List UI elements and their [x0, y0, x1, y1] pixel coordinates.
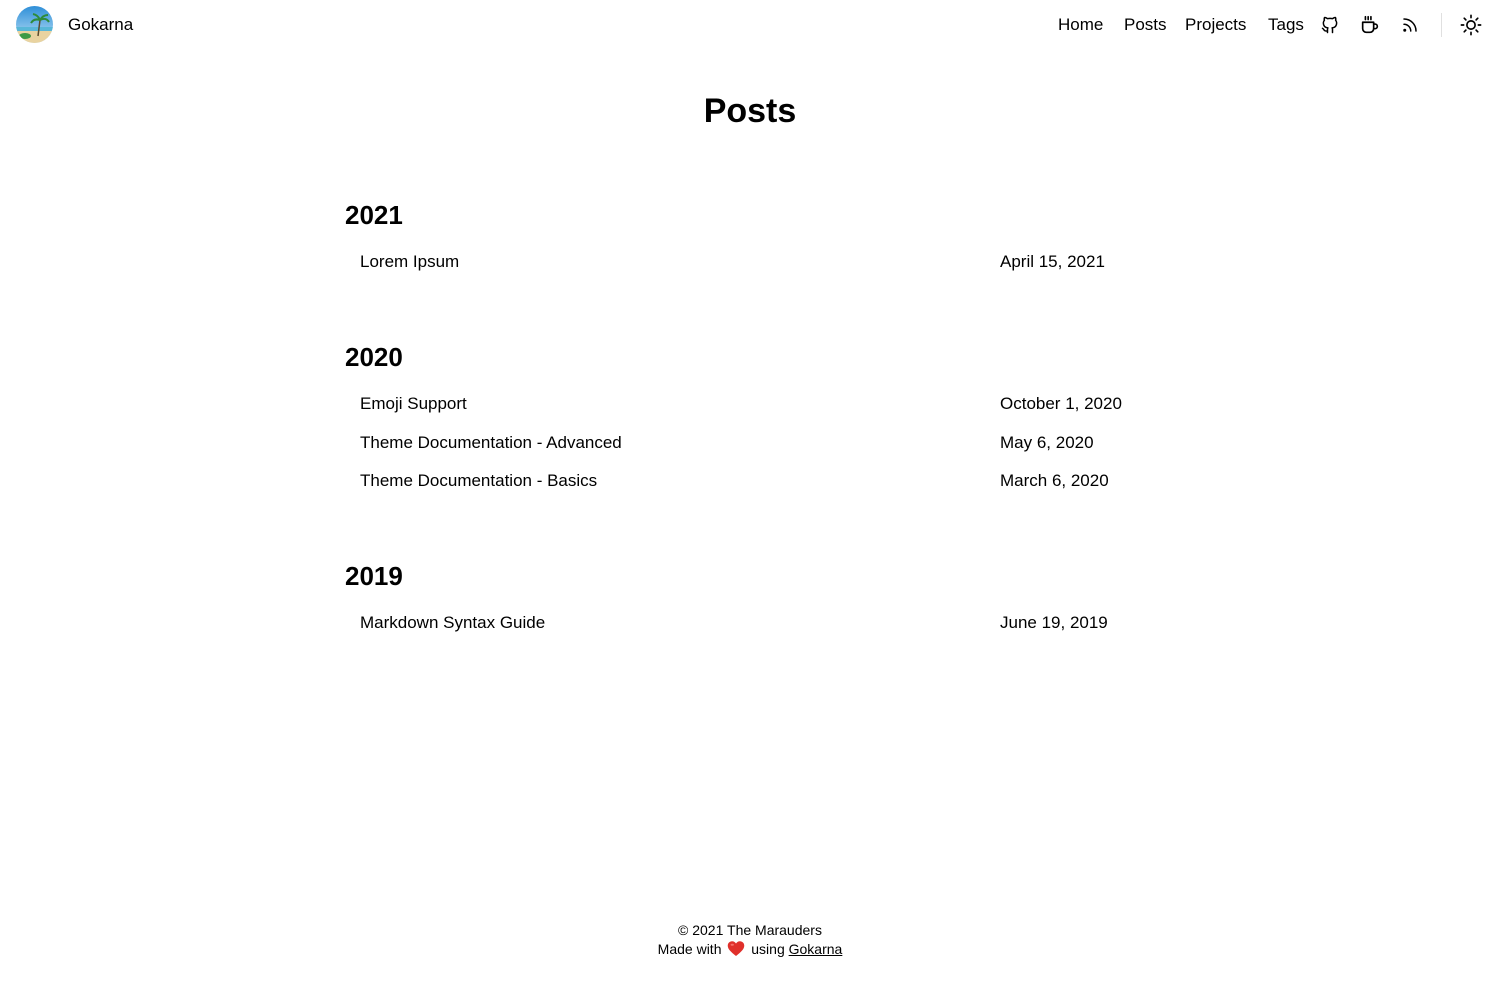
post-date: April 15, 2021: [1000, 252, 1105, 271]
post-date: March 6, 2020: [1000, 471, 1109, 490]
site-header: [0, 0, 1500, 50]
brand-name: Gokarna: [68, 15, 134, 34]
coffee-icon[interactable]: [1358, 13, 1382, 37]
year-heading: 2019: [345, 561, 403, 591]
made-with-text: Made with: [657, 941, 722, 957]
using-text: using: [751, 941, 785, 957]
page-title: Posts: [703, 92, 797, 130]
post-link[interactable]: Emoji Support: [360, 394, 467, 413]
sun-icon[interactable]: [1459, 13, 1483, 37]
post-link[interactable]: Lorem Ipsum: [360, 252, 460, 271]
site-footer: [0, 921, 1500, 962]
rss-icon[interactable]: [1398, 13, 1422, 37]
nav-posts[interactable]: Posts: [1124, 15, 1167, 34]
avatar: [16, 6, 53, 43]
post-date: October 1, 2020: [1000, 394, 1122, 413]
post-date: June 19, 2019: [1000, 613, 1108, 632]
year-heading: 2020: [345, 342, 403, 372]
github-icon[interactable]: [1318, 13, 1342, 37]
post-link[interactable]: Markdown Syntax Guide: [360, 613, 546, 632]
gokarna-footer-link[interactable]: Gokarna: [788, 941, 843, 957]
nav-divider: [1441, 13, 1442, 37]
made-with-line: [0, 940, 1500, 962]
nav-home[interactable]: Home: [1058, 15, 1104, 34]
nav-tags[interactable]: Tags: [1268, 15, 1304, 34]
nav-projects[interactable]: Projects: [1185, 15, 1247, 34]
copyright-text: © 2021 The Marauders: [678, 922, 822, 938]
post-date: May 6, 2020: [1000, 433, 1094, 452]
post-link[interactable]: Theme Documentation - Basics: [360, 471, 598, 490]
year-heading: 2021: [345, 200, 403, 230]
brand-link[interactable]: [16, 6, 133, 43]
heart-icon: [727, 940, 745, 962]
post-link[interactable]: Theme Documentation - Advanced: [360, 433, 622, 452]
